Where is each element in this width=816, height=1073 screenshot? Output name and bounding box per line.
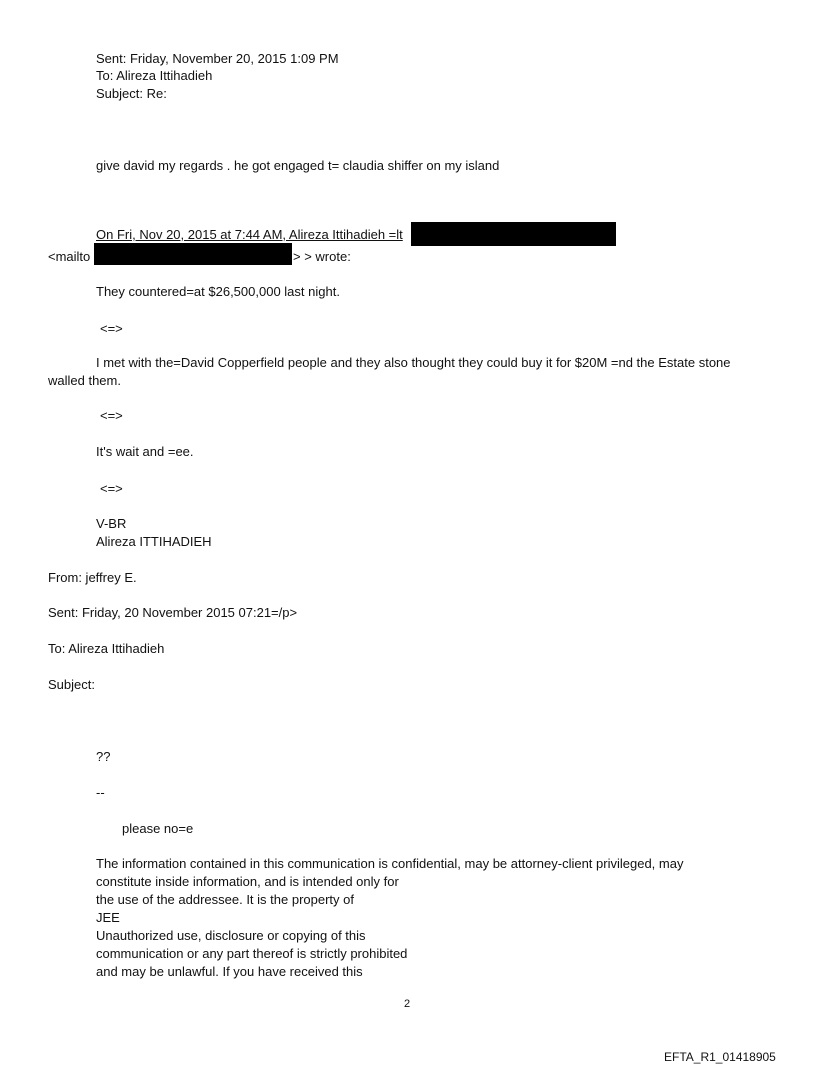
quoted-paragraph: I met with the=David Copperfield people and they also thought they could buy it for $20M =nd the Estate stone [96, 355, 731, 370]
disclaimer-line: and may be unlawful. If you have received this [96, 964, 363, 979]
wrote-label: > > wrote: [293, 249, 351, 264]
sent-line: Sent: Friday, 20 November 2015 07:21=/p> [48, 605, 298, 620]
subject-line: Subject: Re: [96, 86, 167, 101]
redaction-block [411, 222, 616, 246]
separator: <=> [100, 321, 123, 336]
mailto-label: <mailto [48, 249, 91, 264]
separator: <=> [100, 481, 123, 496]
body-text: ?? [96, 749, 111, 764]
signature-name: Alireza ITTIHADIEH [96, 534, 212, 549]
document-id: EFTA_R1_01418905 [664, 1050, 776, 1064]
body-text: -- [96, 785, 105, 800]
subject-line: Subject: [48, 677, 95, 692]
sent-line: Sent: Friday, November 20, 2015 1:09 PM [96, 51, 339, 66]
to-line: To: Alireza Ittihadieh [48, 641, 165, 656]
redaction-block [94, 243, 292, 265]
reply-text: give david my regards . he got engaged t= claudia shiffer on my island [96, 158, 500, 173]
disclaimer-line: The information contained in this communication is confidential, may be attorney-client privileged, may [96, 856, 684, 871]
separator: <=> [100, 408, 123, 423]
signature-line: V-BR [96, 516, 127, 531]
disclaimer-line: Unauthorized use, disclosure or copying of this [96, 928, 366, 943]
from-line: From: jeffrey E. [48, 570, 137, 585]
disclaimer-line: JEE [96, 910, 120, 925]
quoted-paragraph: They countered=at $26,500,000 last night. [96, 284, 340, 299]
to-line: To: Alireza Ittihadieh [96, 68, 213, 83]
body-text: please no=e [122, 821, 194, 836]
page-number: 2 [404, 998, 411, 1010]
disclaimer-line: constitute inside information, and is intended only for [96, 874, 399, 889]
disclaimer-line: communication or any part thereof is strictly prohibited [96, 946, 408, 961]
quoted-paragraph: It's wait and =ee. [96, 444, 194, 459]
quoted-intro-line: On Fri, Nov 20, 2015 at 7:44 AM, Alireza Ittihadieh =lt [96, 227, 403, 242]
disclaimer-line: the use of the addressee. It is the property of [96, 892, 354, 907]
quoted-paragraph-continued: walled them. [48, 373, 121, 388]
